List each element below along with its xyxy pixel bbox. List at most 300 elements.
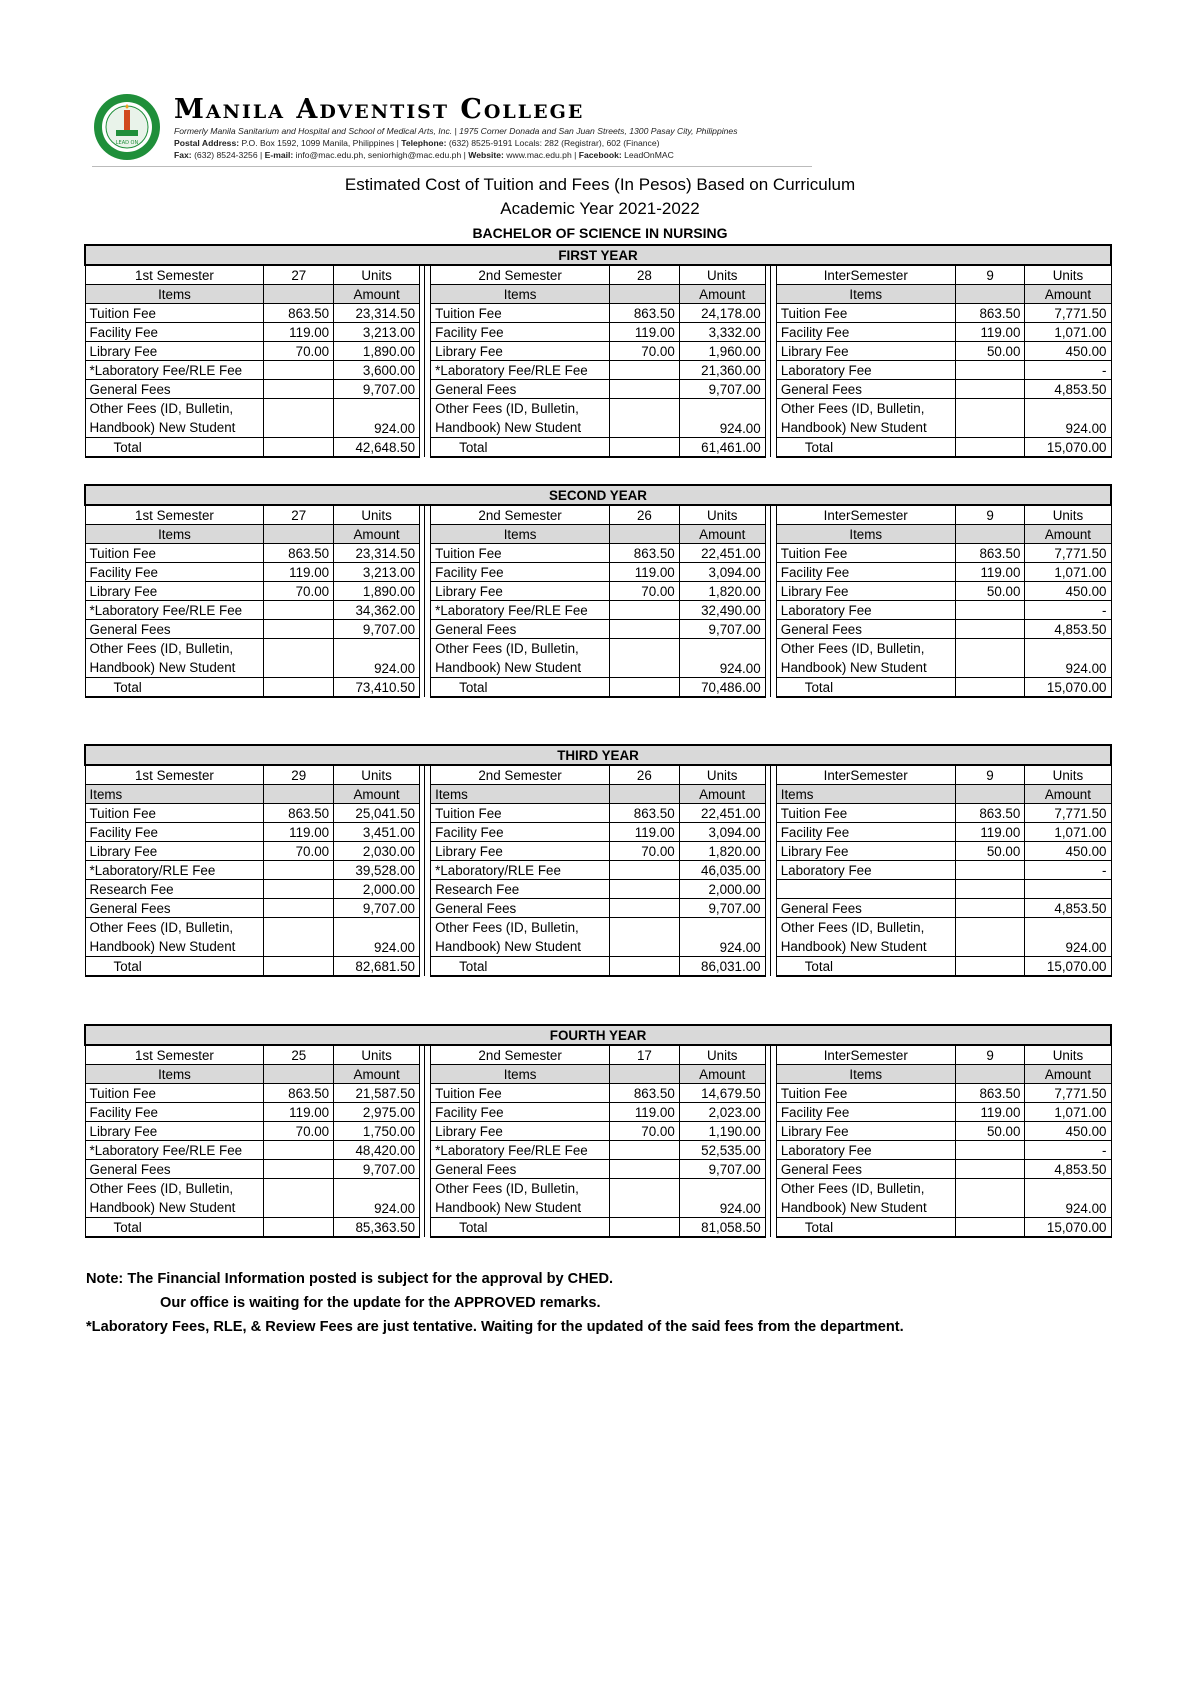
fee-amount: 1,820.00 [679, 842, 765, 861]
fee-amount: 9,707.00 [679, 620, 765, 639]
fee-rate [264, 399, 334, 438]
year-title-row [85, 485, 1111, 505]
column-header-row [85, 1065, 1111, 1084]
fee-amount: 21,360.00 [679, 361, 765, 380]
table-row [85, 1122, 1111, 1141]
units-label: Units [679, 1045, 765, 1065]
fee-amount: 3,094.00 [679, 823, 765, 842]
fee-item: *Laboratory/RLE Fee [85, 861, 264, 880]
other-fees-label-line-1: Other Fees (ID, Bulletin, [780, 401, 925, 416]
other-fees-label-line-2: Handbook) New Student [89, 1200, 236, 1215]
fee-rate: 70.00 [264, 342, 334, 361]
fee-item: *Laboratory Fee/RLE Fee [85, 1141, 264, 1160]
fee-rate: 50.00 [955, 582, 1025, 601]
fee-rate: 119.00 [955, 1103, 1025, 1122]
table-row [85, 1103, 1111, 1122]
fee-amount: 450.00 [1025, 842, 1111, 861]
other-fees-label-line-1: Other Fees (ID, Bulletin, [89, 1181, 234, 1196]
fee-amount: 48,420.00 [334, 1141, 420, 1160]
amount-header: Amount [679, 785, 765, 804]
table-row [85, 861, 1111, 880]
fee-amount: 1,820.00 [679, 582, 765, 601]
total-label: Total [776, 678, 955, 698]
fee-amount: 1,071.00 [1025, 1103, 1111, 1122]
fee-rate [955, 880, 1025, 899]
fee-rate: 863.50 [610, 544, 680, 563]
fee-rate: 70.00 [609, 842, 679, 861]
amount-header: Amount [1025, 785, 1111, 804]
fee-amount: 24,178.00 [679, 304, 765, 323]
fee-rate [955, 1179, 1025, 1218]
other-fees-amount: 924.00 [679, 639, 765, 678]
fee-rate [264, 899, 334, 918]
column-header-row [85, 285, 1111, 304]
other-fees-amount: 924.00 [334, 639, 420, 678]
other-fees-amount: 924.00 [679, 399, 765, 438]
fee-item: Tuition Fee [776, 544, 955, 563]
items-header: Items [776, 285, 955, 304]
fee-item: Library Fee [431, 582, 610, 601]
amount-header: Amount [334, 785, 420, 804]
other-fees-label-line-1: Other Fees (ID, Bulletin, [89, 401, 234, 416]
other-fees-label [85, 1179, 264, 1218]
items-header: Items [776, 1065, 955, 1084]
fee-item: Tuition Fee [776, 804, 955, 823]
fee-rate: 863.50 [955, 804, 1025, 823]
fee-amount: - [1025, 601, 1111, 620]
fee-item: Tuition Fee [85, 804, 264, 823]
fee-item: Facility Fee [431, 1103, 610, 1122]
fee-rate: 50.00 [955, 342, 1025, 361]
items-header: Items [431, 525, 610, 544]
fee-rate [264, 918, 334, 957]
items-header: Items [85, 785, 264, 804]
other-fees-label [776, 918, 955, 957]
fee-amount: 1,071.00 [1025, 563, 1111, 582]
fee-rate [264, 380, 334, 399]
other-fees-amount: 924.00 [1025, 639, 1111, 678]
items-header: Items [431, 285, 610, 304]
semester-label: 1st Semester [85, 765, 264, 785]
fee-rate: 863.50 [610, 1084, 680, 1103]
fee-amount: 1,960.00 [679, 342, 765, 361]
semester-units-count: 17 [610, 1045, 680, 1065]
units-label: Units [679, 765, 765, 785]
fee-rate [955, 361, 1025, 380]
column-header-row [85, 525, 1111, 544]
total-rate [264, 678, 334, 698]
other-fees-amount: 924.00 [1025, 1179, 1111, 1218]
units-label: Units [334, 505, 420, 525]
fee-rate: 119.00 [264, 1103, 334, 1122]
table-row [85, 899, 1111, 918]
table-row [85, 804, 1111, 823]
total-label: Total [431, 1218, 610, 1238]
amount-header: Amount [679, 285, 765, 304]
table-row [85, 544, 1111, 563]
other-fees-label [776, 399, 955, 438]
fee-amount: 3,094.00 [679, 563, 765, 582]
fee-amount: 1,071.00 [1025, 823, 1111, 842]
fee-item: Tuition Fee [431, 1084, 610, 1103]
fee-rate [610, 399, 680, 438]
column-header-row [85, 785, 1111, 804]
fee-amount: 4,853.50 [1025, 1160, 1111, 1179]
semester-label: 1st Semester [85, 1045, 264, 1065]
fee-amount: 1,890.00 [334, 582, 420, 601]
fee-rate: 863.50 [264, 804, 334, 823]
fee-table-year-1 [84, 244, 1112, 458]
amount-header: Amount [334, 285, 420, 304]
other-fees-label-line-2: Handbook) New Student [435, 1200, 582, 1215]
total-label: Total [85, 957, 264, 977]
amount-header: Amount [1025, 1065, 1111, 1084]
fee-rate [955, 1160, 1025, 1179]
svg-text:LEAD ON: LEAD ON [115, 140, 139, 146]
fee-rate: 70.00 [264, 1122, 334, 1141]
header-rule [92, 166, 812, 167]
fee-amount: 2,975.00 [334, 1103, 420, 1122]
fee-item: General Fees [776, 380, 955, 399]
fee-rate: 119.00 [610, 323, 680, 342]
total-amount: 15,070.00 [1025, 438, 1111, 458]
fee-item: Facility Fee [776, 1103, 955, 1122]
semester-units-count: 9 [955, 265, 1025, 285]
fee-amount [1025, 880, 1111, 899]
semester-row [85, 265, 1111, 285]
fee-item: General Fees [85, 899, 264, 918]
fee-amount: 3,332.00 [679, 323, 765, 342]
total-amount: 15,070.00 [1025, 957, 1111, 977]
table-row [85, 563, 1111, 582]
items-header: Items [85, 1065, 264, 1084]
other-fees-label-line-2: Handbook) New Student [780, 660, 927, 675]
other-fees-label-line-2: Handbook) New Student [780, 1200, 927, 1215]
total-label: Total [431, 438, 610, 458]
rate-header [955, 785, 1025, 804]
fee-item: Tuition Fee [85, 1084, 264, 1103]
rate-header [264, 525, 334, 544]
other-fees-label-line-2: Handbook) New Student [780, 939, 927, 954]
total-rate [955, 1218, 1025, 1238]
table-row [85, 620, 1111, 639]
semester-label: InterSemester [776, 505, 955, 525]
semester-row [85, 1045, 1111, 1065]
fee-rate: 119.00 [610, 563, 680, 582]
units-label: Units [1025, 505, 1111, 525]
fee-item: Library Fee [85, 342, 264, 361]
fee-item: Facility Fee [776, 823, 955, 842]
rate-header [264, 1065, 334, 1084]
other-fees-label-line-1: Other Fees (ID, Bulletin, [435, 920, 579, 935]
fee-item: Library Fee [431, 342, 610, 361]
semester-label: InterSemester [776, 265, 955, 285]
fee-item: Library Fee [85, 582, 264, 601]
other-fees-label-line-2: Handbook) New Student [435, 420, 582, 435]
other-fees-row [85, 918, 1111, 957]
fee-amount: 4,853.50 [1025, 899, 1111, 918]
fee-amount: 1,750.00 [334, 1122, 420, 1141]
fee-item: Library Fee [776, 342, 955, 361]
fee-item: Library Fee [431, 842, 610, 861]
semester-label: 2nd Semester [431, 265, 610, 285]
total-rate [955, 957, 1025, 977]
fee-rate [609, 880, 679, 899]
items-header: Items [85, 285, 264, 304]
fee-item: Facility Fee [85, 1103, 264, 1122]
fee-amount: 9,707.00 [334, 1160, 420, 1179]
fee-amount: 32,490.00 [679, 601, 765, 620]
fee-rate: 863.50 [955, 544, 1025, 563]
items-header: Items [776, 785, 955, 804]
fee-rate [264, 620, 334, 639]
total-amount: 15,070.00 [1025, 678, 1111, 698]
fee-item: Facility Fee [85, 323, 264, 342]
fee-rate [955, 380, 1025, 399]
total-row [85, 1218, 1111, 1238]
amount-header: Amount [679, 1065, 765, 1084]
fee-amount: 9,707.00 [679, 380, 765, 399]
fee-rate [955, 620, 1025, 639]
total-row [85, 438, 1111, 458]
fee-amount: 7,771.50 [1025, 304, 1111, 323]
fee-rate [264, 639, 334, 678]
other-fees-row [85, 1179, 1111, 1218]
fee-table-year-3 [84, 744, 1112, 977]
total-amount: 15,070.00 [1025, 1218, 1111, 1238]
total-label: Total [776, 1218, 955, 1238]
fee-item: Facility Fee [85, 563, 264, 582]
other-fees-amount: 924.00 [1025, 918, 1111, 957]
other-fees-amount: 924.00 [679, 1179, 765, 1218]
fee-amount: 2,030.00 [334, 842, 420, 861]
academic-year: Academic Year 2021-2022 [500, 199, 700, 218]
other-fees-label [776, 639, 955, 678]
note-line-3: *Laboratory Fees, RLE, & Review Fees are just tentative. Waiting for the updated of the said fees from the department. [86, 1319, 904, 1335]
other-fees-amount: 924.00 [679, 918, 765, 957]
other-fees-amount: 924.00 [334, 918, 420, 957]
year-title: FOURTH YEAR [85, 1025, 1111, 1045]
total-amount: 81,058.50 [679, 1218, 765, 1238]
total-rate [264, 438, 334, 458]
fee-item: Research Fee [431, 880, 610, 899]
fee-item: General Fees [431, 1160, 610, 1179]
other-fees-label [85, 918, 264, 957]
fee-rate: 119.00 [610, 1103, 680, 1122]
fee-item: *Laboratory/RLE Fee [431, 861, 610, 880]
table-row [85, 1084, 1111, 1103]
fee-rate [955, 918, 1025, 957]
fee-item: Tuition Fee [776, 304, 955, 323]
fee-item: Facility Fee [431, 563, 610, 582]
fee-amount: 3,213.00 [334, 563, 420, 582]
total-rate [955, 438, 1025, 458]
fee-amount: 7,771.50 [1025, 1084, 1111, 1103]
amount-header: Amount [1025, 525, 1111, 544]
other-fees-amount: 924.00 [1025, 399, 1111, 438]
other-fees-label [776, 1179, 955, 1218]
fee-amount: 450.00 [1025, 342, 1111, 361]
fee-amount: 25,041.50 [334, 804, 420, 823]
fee-amount: 23,314.50 [334, 544, 420, 563]
total-label: Total [776, 438, 955, 458]
fee-rate [955, 399, 1025, 438]
rate-header [955, 525, 1025, 544]
fee-rate: 119.00 [609, 823, 679, 842]
fee-item: Laboratory Fee [776, 1141, 955, 1160]
fee-amount: 14,679.50 [679, 1084, 765, 1103]
fee-item: Laboratory Fee [776, 601, 955, 620]
total-amount: 85,363.50 [334, 1218, 420, 1238]
fee-rate [955, 601, 1025, 620]
other-fees-label-line-2: Handbook) New Student [780, 420, 927, 435]
rate-header [264, 285, 334, 304]
fee-rate [610, 380, 680, 399]
fee-item: Library Fee [776, 842, 955, 861]
other-fees-label-line-2: Handbook) New Student [435, 660, 582, 675]
total-rate [610, 1218, 680, 1238]
fee-rate [610, 1160, 680, 1179]
postal-line: Postal Address: P.O. Box 1592, 1099 Manila, Philippines | Telephone: (632) 8525-9191 Locals: 282 (Registrar), 602 (Finance) [174, 138, 660, 148]
total-rate [609, 957, 679, 977]
year-title-row [85, 245, 1111, 265]
fee-item: Facility Fee [431, 823, 610, 842]
total-rate [955, 678, 1025, 698]
other-fees-label-line-1: Other Fees (ID, Bulletin, [89, 641, 234, 656]
fee-amount: 3,600.00 [334, 361, 420, 380]
fee-item: *Laboratory Fee/RLE Fee [85, 601, 264, 620]
fee-rate [955, 861, 1025, 880]
fee-amount: 2,000.00 [679, 880, 765, 899]
rate-header [264, 785, 334, 804]
rate-header [955, 1065, 1025, 1084]
fee-rate [610, 620, 680, 639]
fee-rate [610, 639, 680, 678]
semester-row [85, 765, 1111, 785]
rate-header [955, 285, 1025, 304]
semester-units-count: 25 [264, 1045, 334, 1065]
fee-item: Facility Fee [431, 323, 610, 342]
fee-amount: 450.00 [1025, 582, 1111, 601]
year-title: FIRST YEAR [85, 245, 1111, 265]
fee-item: Tuition Fee [431, 304, 610, 323]
table-row [85, 1141, 1111, 1160]
address-line: Formerly Manila Sanitarium and Hospital and School of Medical Arts, Inc. | 1975 Corner Donada and San Juan Streets, 1300 Pasay City, Philippines [174, 126, 738, 136]
table-row [85, 582, 1111, 601]
fee-amount: - [1025, 361, 1111, 380]
items-header: Items [776, 525, 955, 544]
fee-rate [264, 1160, 334, 1179]
semester-units-count: 26 [610, 505, 680, 525]
table-row [85, 1160, 1111, 1179]
fee-item: General Fees [431, 380, 610, 399]
fee-amount: 7,771.50 [1025, 804, 1111, 823]
other-fees-label [431, 639, 610, 678]
other-fees-label-line-2: Handbook) New Student [89, 939, 236, 954]
fee-amount: 39,528.00 [334, 861, 420, 880]
fee-amount: 7,771.50 [1025, 544, 1111, 563]
fee-rate: 863.50 [264, 1084, 334, 1103]
fee-amount: - [1025, 861, 1111, 880]
units-label: Units [679, 505, 765, 525]
fee-item: General Fees [776, 899, 955, 918]
units-label: Units [334, 265, 420, 285]
fee-rate: 863.50 [955, 1084, 1025, 1103]
other-fees-label-line-1: Other Fees (ID, Bulletin, [780, 1181, 925, 1196]
total-label: Total [85, 1218, 264, 1238]
fee-item: Laboratory Fee [776, 861, 955, 880]
total-row [85, 957, 1111, 977]
units-label: Units [1025, 1045, 1111, 1065]
units-label: Units [334, 1045, 420, 1065]
fee-item: *Laboratory Fee/RLE Fee [431, 1141, 610, 1160]
fee-amount: 9,707.00 [679, 1160, 765, 1179]
other-fees-label [431, 1179, 610, 1218]
fee-amount: 9,707.00 [679, 899, 765, 918]
fee-rate [609, 899, 679, 918]
fee-amount: 9,707.00 [334, 899, 420, 918]
fee-rate [264, 880, 334, 899]
fee-item: Laboratory Fee [776, 361, 955, 380]
other-fees-label [85, 639, 264, 678]
semester-label: 1st Semester [85, 265, 264, 285]
fee-rate: 50.00 [955, 1122, 1025, 1141]
fee-amount: 9,707.00 [334, 620, 420, 639]
table-row [85, 380, 1111, 399]
fee-amount: 52,535.00 [679, 1141, 765, 1160]
note-line-2: Our office is waiting for the update for the APPROVED remarks. [160, 1295, 601, 1311]
total-label: Total [431, 678, 610, 698]
units-label: Units [679, 265, 765, 285]
fee-amount: 1,890.00 [334, 342, 420, 361]
fee-item: *Laboratory Fee/RLE Fee [85, 361, 264, 380]
fee-amount: 3,213.00 [334, 323, 420, 342]
fee-rate [609, 861, 679, 880]
fee-rate [955, 639, 1025, 678]
semester-label: InterSemester [776, 765, 955, 785]
other-fees-amount: 924.00 [334, 1179, 420, 1218]
semester-label: 2nd Semester [431, 1045, 610, 1065]
document-title: Estimated Cost of Tuition and Fees (In Pesos) Based on Curriculum [344, 175, 856, 194]
other-fees-row [85, 639, 1111, 678]
rate-header [610, 1065, 680, 1084]
items-header: Items [431, 1065, 610, 1084]
fee-item: Library Fee [85, 842, 264, 861]
fee-rate: 863.50 [610, 304, 680, 323]
fee-amount: 450.00 [1025, 1122, 1111, 1141]
other-fees-label-line-1: Other Fees (ID, Bulletin, [89, 920, 234, 935]
fee-item: Tuition Fee [85, 544, 264, 563]
other-fees-label [431, 399, 610, 438]
total-rate [264, 957, 334, 977]
rate-header [610, 285, 680, 304]
fee-item: Tuition Fee [431, 804, 610, 823]
fee-table-year-4 [84, 1024, 1112, 1238]
fee-amount: 21,587.50 [334, 1084, 420, 1103]
fee-item: Library Fee [776, 582, 955, 601]
items-header: Items [431, 785, 610, 804]
table-row [85, 880, 1111, 899]
fee-rate: 863.50 [609, 804, 679, 823]
college-name: Manila Adventist College [174, 94, 585, 125]
total-amount: 61,461.00 [679, 438, 765, 458]
year-title: THIRD YEAR [85, 745, 1111, 765]
fee-rate [610, 601, 680, 620]
fee-amount: 1,071.00 [1025, 323, 1111, 342]
total-amount: 73,410.50 [334, 678, 420, 698]
total-rate [264, 1218, 334, 1238]
total-label: Total [431, 957, 610, 977]
